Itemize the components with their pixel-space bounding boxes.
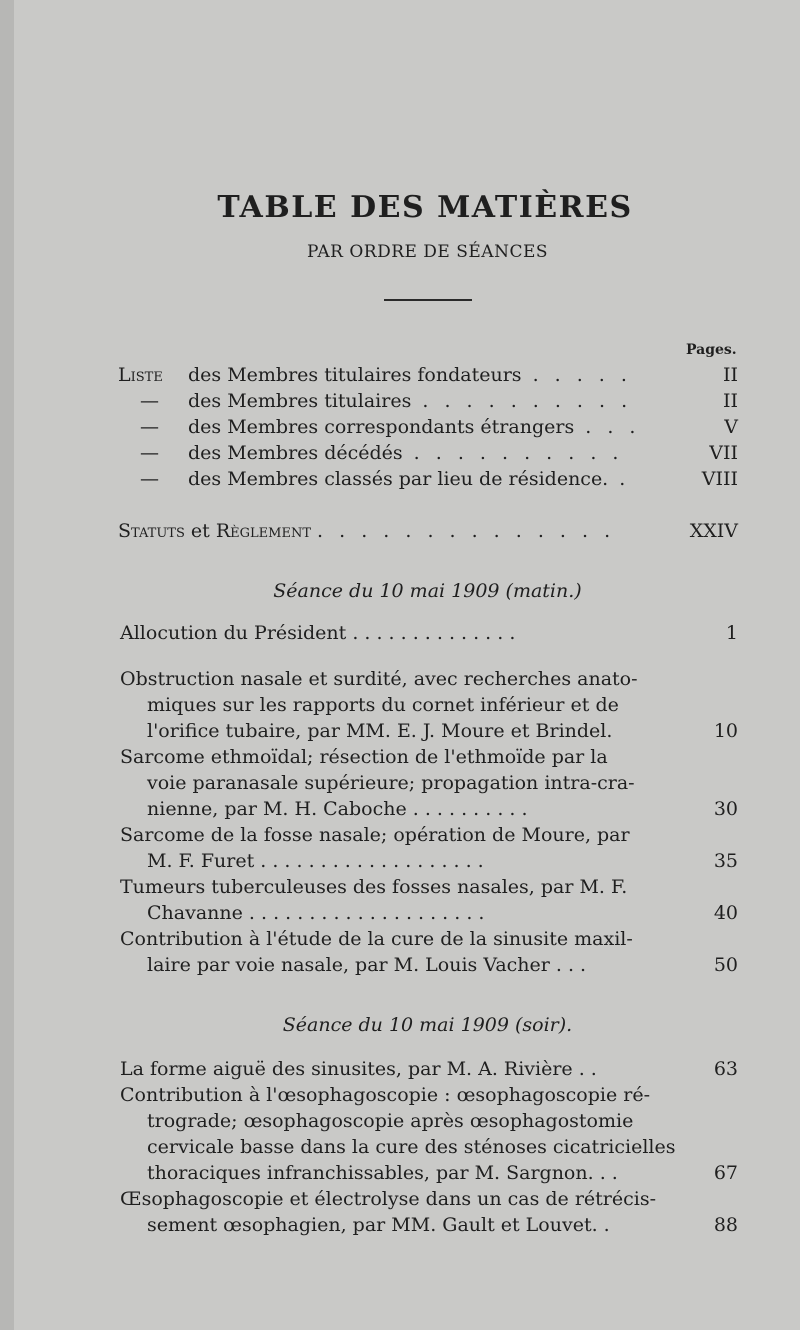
entry-line: M. F. Furet . . . . . . . . . . . . . . . . . . .: [147, 850, 484, 872]
toc-page-number: 10: [713, 720, 738, 742]
title-rule: [384, 299, 472, 301]
page-subtitle: PAR ORDRE DE SÉANCES: [306, 242, 549, 262]
toc-row-membres-residence[interactable]: [118, 466, 738, 492]
toc-row-statuts[interactable]: [118, 518, 738, 544]
session-heading-soir: Séance du 10 mai 1909 (soir).: [282, 1014, 573, 1036]
ditto-dash: —: [140, 390, 159, 412]
toc-row-text: des Membres décédés: [188, 442, 403, 464]
toc-row-membres-fondateurs[interactable]: [118, 362, 738, 388]
statuts-word: Statuts: [118, 520, 185, 542]
ditto-dash: —: [140, 468, 159, 490]
toc-page-number: 35: [713, 850, 738, 872]
ditto-dash: —: [140, 416, 159, 438]
entry-line: Contribution à l'étude de la cure de la sinusite maxil-: [120, 928, 633, 950]
entry-line: La forme aiguë des sinusites, par M. A. Rivière . .: [120, 1058, 597, 1080]
entry-line: Chavanne . . . . . . . . . . . . . . . . . . . .: [147, 902, 485, 924]
toc-page-number: VII: [709, 442, 738, 464]
entry-line: voie paranasale supérieure; propagation intra-cra-: [147, 772, 635, 794]
entry-line: Contribution à l'œsophagoscopie : œsophagoscopie ré-: [120, 1084, 651, 1106]
liste-word: Liste: [118, 364, 163, 386]
entry-line: Sarcome ethmoïdal; résection de l'ethmoïde par la: [120, 746, 608, 768]
entry-line: Sarcome de la fosse nasale; opération de Moure, par: [120, 824, 630, 846]
toc-page-number: II: [722, 390, 738, 412]
ditto-dash: —: [140, 442, 159, 464]
pages-column-label: Pages.: [686, 342, 737, 358]
entry-line: Tumeurs tuberculeuses des fosses nasales, par M. F.: [120, 876, 628, 898]
toc-row-text: des Membres classés par lieu de résidence.: [188, 468, 609, 490]
leader-dots: . . . . . . . . . .: [411, 390, 633, 412]
reglement-word: Règlement: [215, 520, 311, 542]
toc-page-number: XXIV: [689, 520, 738, 542]
session-heading-matin: Séance du 10 mai 1909 (matin.): [273, 580, 582, 602]
entry-line: nienne, par M. H. Caboche . . . . . . . . . .: [147, 798, 528, 820]
leader-dots: . . .: [574, 416, 641, 438]
toc-row-text: des Membres titulaires: [188, 390, 412, 412]
leader-dots: .: [608, 468, 631, 490]
entry-line: laire par voie nasale, par M. Louis Vacher . . .: [147, 954, 587, 976]
leader-dots: . . . . . . . . . .: [402, 442, 624, 464]
toc-row-membres-titulaires[interactable]: [118, 388, 738, 414]
entry-line: trograde; œsophagoscopie après œsophagostomie: [147, 1110, 634, 1132]
toc-page-number: 30: [713, 798, 738, 820]
toc-row-text: des Membres correspondants étrangers: [188, 416, 575, 438]
toc-entry[interactable]: [120, 1056, 738, 1082]
leader-dots: . . . . .: [521, 364, 632, 386]
entry-line: cervicale basse dans la cure des sténoses cicatricielles: [147, 1136, 676, 1158]
toc-row-text: des Membres titulaires fondateurs: [188, 364, 522, 386]
toc-page-number: 1: [725, 622, 738, 644]
toc-entry[interactable]: [120, 744, 738, 822]
statuts-et: et: [190, 520, 210, 542]
toc-entry[interactable]: [120, 874, 738, 926]
toc-row-membres-decedes[interactable]: [118, 440, 738, 466]
toc-entry[interactable]: [120, 1186, 738, 1238]
toc-entry[interactable]: [120, 1082, 738, 1186]
entry-line: Obstruction nasale et surdité, avec recherches anato-: [120, 668, 638, 690]
toc-page-number: V: [724, 416, 738, 438]
toc-row-membres-correspondants[interactable]: [118, 414, 738, 440]
toc-page-number: 40: [713, 902, 738, 924]
entry-line: Allocution du Président . . . . . . . . . . . . . .: [120, 622, 516, 644]
toc-entry[interactable]: [120, 822, 738, 874]
toc-entry[interactable]: [120, 926, 738, 978]
toc-page-number: 50: [713, 954, 738, 976]
toc-page-number: II: [722, 364, 738, 386]
leader-dots: . . . . . . . . . . . . . .: [317, 520, 616, 542]
entry-line: l'orifice tubaire, par MM. E. J. Moure et Brindel.: [147, 720, 613, 742]
toc-entry[interactable]: [120, 666, 738, 744]
entry-line: thoraciques infranchissables, par M. Sargnon. . .: [147, 1162, 618, 1184]
toc-entry[interactable]: [120, 620, 738, 646]
entry-line: sement œsophagien, par MM. Gault et Louvet. .: [147, 1214, 610, 1236]
entry-line: Œsophagoscopie et électrolyse dans un cas de rétrécis-: [120, 1188, 657, 1210]
page-title: TABLE DES MATIÈRES: [217, 190, 633, 225]
toc-page-number: VIII: [701, 468, 738, 490]
toc-page-number: 67: [713, 1162, 738, 1184]
entry-line: miques sur les rapports du cornet inférieur et de: [147, 694, 619, 716]
toc-page-number: 63: [713, 1058, 738, 1080]
toc-page-number: 88: [713, 1214, 738, 1236]
